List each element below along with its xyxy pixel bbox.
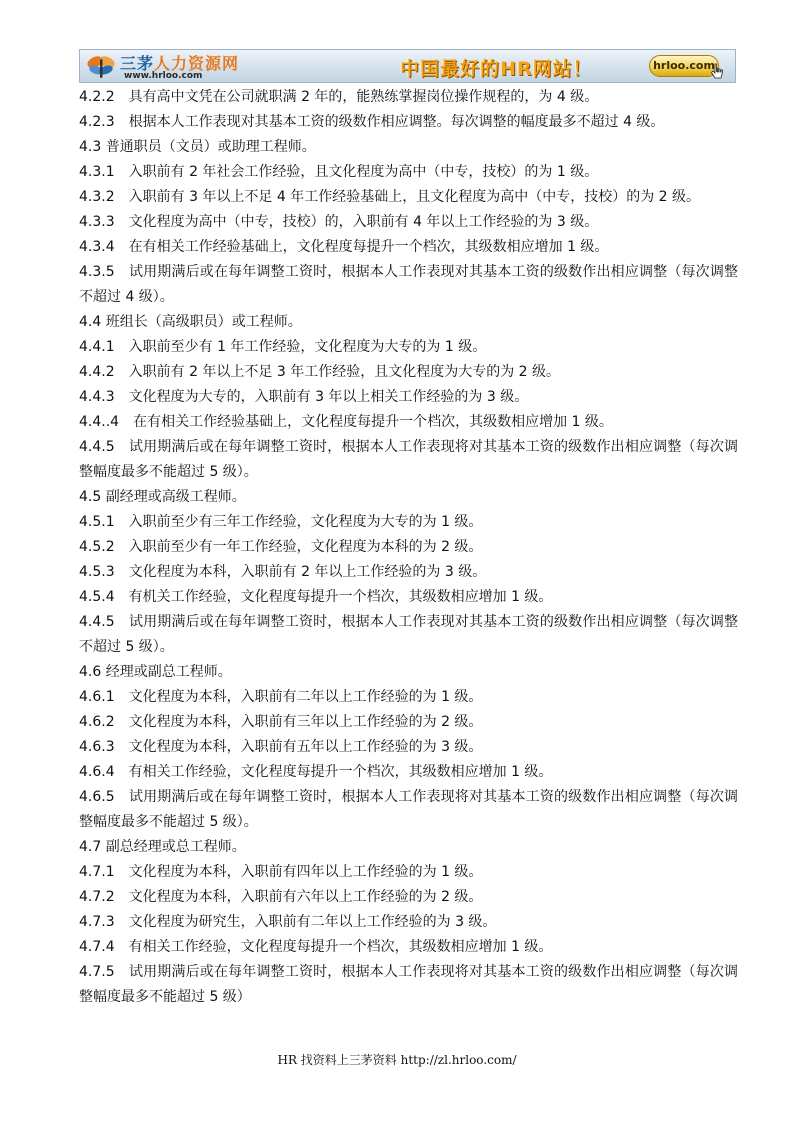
clause-4-5-3: 4.5.3 文化程度为本科，入职前有 2 年以上工作经验的为 3 级。 [79,564,487,580]
clause-4-7-2: 4.7.2 文化程度为本科，入职前有六年以上工作经验的为 2 级。 [79,889,483,905]
clause-4-3-1: 4.3.1 入职前有 2 年社会工作经验，且文化程度为高中（中专，技校）的为 1 级。 [79,164,599,180]
clause-4-4-2: 4.4.2 入职前有 2 年以上不足 3 年工作经验，且文化程度为大专的为 2 级。 [79,364,561,380]
dragonfly-logo-icon [86,53,116,80]
clause-4-4-3: 4.4.3 文化程度为大专的，入职前有 3 年以上相关工作经验的为 3 级。 [79,389,529,405]
section-heading-4-3: 4.3 普通职员（文员）或助理工程师。 [79,139,316,155]
clause-4-4-5: 4.4.5 试用期满后或在每年调整工资时，根据本人工作表现将对其基本工资的级数作出相应调整（每次调整幅度最多不能超过 5 级）。 [79,439,738,480]
clause-4-7-1: 4.7.1 文化程度为本科，入职前有四年以上工作经验的为 1 级。 [79,864,483,880]
section-heading-4-6: 4.6 经理或副总工程师。 [79,664,232,680]
section-heading-4-7: 4.7 副总经理或总工程师。 [79,839,246,855]
brand-accent: 人力资源网 [154,54,240,73]
clause-4-6-4: 4.6.4 有相关工作经验，文化程度每提升一个档次，其级数相应增加 1 级。 [79,764,553,780]
site-link-button[interactable]: hrloo.com [649,55,719,77]
section-heading-4-4: 4.4 班组长（高级职员）或工程师。 [79,314,302,330]
clause-4-5-5: 4.4.5 试用期满后或在每年调整工资时，根据本人工作表现对其基本工资的级数作出相应调整（每次调整不超过 5 级）。 [79,614,738,655]
clause-4-3-2: 4.3.2 入职前有 3 年以上不足 4 年工作经验基础上，且文化程度为高中（中专，技校）的为 2 级。 [79,189,701,205]
clause-4-2-2: 4.2.2 具有高中文凭在公司就职满 2 年的，能熟练掌握岗位操作规程的，为 4 级。 [79,89,599,105]
clause-4-6-1: 4.6.1 文化程度为本科，入职前有二年以上工作经验的为 1 级。 [79,689,483,705]
pointer-cursor-icon [710,63,724,81]
clause-4-6-2: 4.6.2 文化程度为本科，入职前有三年以上工作经验的为 2 级。 [79,714,483,730]
clause-4-5-2: 4.5.2 入职前至少有一年工作经验，文化程度为本科的为 2 级。 [79,539,483,555]
brand-prefix: 三茅 [120,54,155,73]
clause-4-4-1: 4.4.1 入职前至少有 1 年工作经验，文化程度为大专的为 1 级。 [79,339,487,355]
clause-4-7-3: 4.7.3 文化程度为研究生，入职前有二年以上工作经验的为 3 级。 [79,914,497,930]
clause-4-7-5: 4.7.5 试用期满后或在每年调整工资时，根据本人工作表现将对其基本工资的级数作出相应调整（每次调整幅度最多不能超过 5 级） [79,964,738,1005]
clause-4-5-1: 4.5.1 入职前至少有三年工作经验，文化程度为大专的为 1 级。 [79,514,483,530]
document-body [79,85,738,1010]
section-heading-4-5: 4.5 副经理或高级工程师。 [79,489,246,505]
clause-4-5-4: 4.5.4 有机关工作经验，文化程度每提升一个档次，其级数相应增加 1 级。 [79,589,553,605]
clause-4-6-5: 4.6.5 试用期满后或在每年调整工资时，根据本人工作表现将对其基本工资的级数作出相应调整（每次调整幅度最多不能超过 5 级）。 [79,789,738,830]
clause-4-7-4: 4.7.4 有相关工作经验，文化程度每提升一个档次，其级数相应增加 1 级。 [79,939,553,955]
clause-4-3-5: 4.3.5 试用期满后或在每年调整工资时，根据本人工作表现对其基本工资的级数作出相应调整（每次调整不超过 4 级）。 [79,264,738,305]
site-banner[interactable] [79,49,736,83]
clause-4-6-3: 4.6.3 文化程度为本科，入职前有五年以上工作经验的为 3 级。 [79,739,483,755]
clause-4-3-3: 4.3.3 文化程度为高中（中专，技校）的，入职前有 4 年以上工作经验的为 3 级。 [79,214,599,230]
clause-4-4-4: 4.4..4 在有相关工作经验基础上，文化程度每提升一个档次，其级数相应增加 1 级。 [79,414,613,430]
page-footer: HR 找资料上三茅资料 http://zl.hrloo.com/ [277,1053,517,1067]
clause-4-2-3: 4.2.3 根据本人工作表现对其基本工资的级数作相应调整。每次调整的幅度最多不超过 4 级。 [79,114,665,130]
clause-4-3-4: 4.3.4 在有相关工作经验基础上，文化程度每提升一个档次，其级数相应增加 1 级。 [79,239,609,255]
brand-url: www.hrloo.com [124,71,203,81]
banner-slogan: 中国最好的HR网站！ [400,58,593,80]
